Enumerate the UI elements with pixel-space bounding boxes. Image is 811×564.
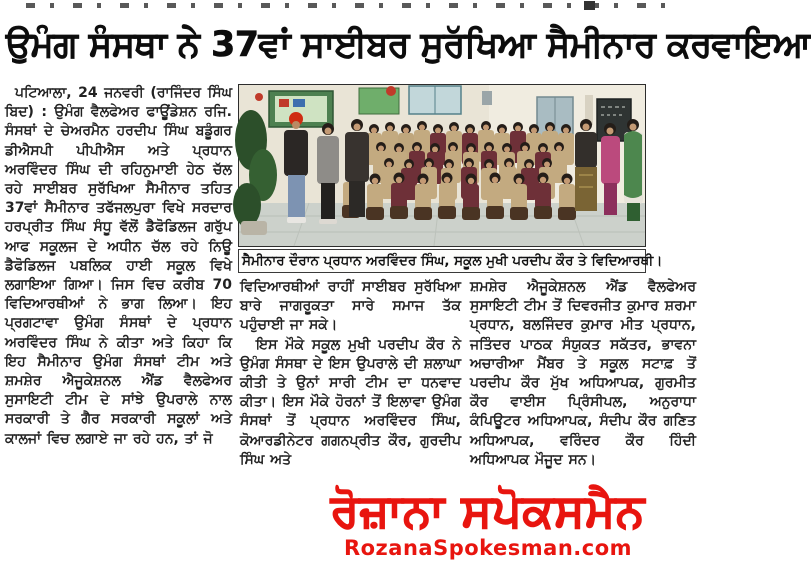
cut-text-fragment <box>584 1 595 10</box>
seminar-group-photo <box>238 84 646 247</box>
article-column-1 <box>5 84 232 474</box>
headline: ਉਮੰਗ ਸੰਸਥਾ ਨੇ 37ਵਾਂ ਸਾਈਬਰ ਸੁਰੱਖਿਆ ਸੈਮੀਨਾਰ ਕਰਵਾਇਆ <box>6 25 811 65</box>
masthead-logo: ਰੋਜ਼ਾਨਾ ਸਪੋਕਸਮੈਨ <box>330 484 646 537</box>
photo-caption: ਸੈਮੀਨਾਰ ਦੌਰਾਨ ਪ੍ਰਧਾਨ ਅਰਵਿੰਦਰ ਸਿੰਘ, ਸਕੂਲ ਮੁਖੀ ਪਰਦੀਪ ਕੌਰ ਤੇ ਵਿਦਿਆਰਥੀ। <box>238 249 646 273</box>
article-paragraph: ਪਟਿਆਲਾ, 24 ਜਨਵਰੀ (ਰਾਜਿੰਦਰ ਸਿੰਘ ਬਿਦ) : ਉਮੰਗ ਵੈਲਫੇਅਰ ਫਾਊਂਡੇਸ਼ਨ ਰਜਿ. ਸੰਸਥਾਂ ਦੇ ਚੇਅਰਮੈਨ ਹਰਦੀਪ ਸਿੰਘ ਬਡੂੰਗਰ ਡੀਐਸਪੀ ਪੀਪੀਐਸ ਅਤੇ ਪ੍ਰਧਾਨ ਅਰਵਿੰਦਰ ਸਿੰਘ ਦੀ ਰਹਿਨੁਮਾਈ ਹੇਠ ਚੱਲ ਰਹੇ ਸਾਈਬਰ ਸੁਰੱਖਿਆ ਸੈਮੀਨਾਰ ਤਹਿਤ 37ਵਾਂ ਸੈਮੀਨਾਰ ਤਫੱਜਲਪੁਰਾ ਵਿਖੇ ਸਰਦਾਰ ਹਰਪ੍ਰੀਤ ਸਿੰਘ ਸੰਧੂ ਵੱਲੋਂ ਡੈਫੋਡਿਲਜ ਗਰੁੱਪ ਆਫ ਸਕੂਲਜ ਦੇ ਅਧੀਨ ਚੱਲ ਰਹੇ ਨਿਊ ਡੈਫੋਡਿਲਜ ਪਬਲਿਕ ਹਾਈ ਸਕੂਲ ਵਿਖੇ ਲਗਾਇਆ ਗਿਆ। ਜਿਸ ਵਿਚ ਕਰੀਬ 70 ਵਿਦਿਆਰਥੀਆਂ ਨੇ ਭਾਗ ਲਿਆ। ਇਹ ਪ੍ਰਗਟਾਵਾ ਉਮੰਗ ਸੰਸਥਾਂ ਦੇ ਪ੍ਰਧਾਨ ਅਰਵਿੰਦਰ ਸਿੰਘ ਨੇ ਕੀਤਾ ਅਤੇ ਕਿਹਾ ਕਿ ਇਹ ਸੈਮੀਨਾਰ ਉਮੰਗ ਸੰਸਥਾਂ ਟੀਮ ਅਤੇ ਸ਼ਮਸ਼ੇਰ ਐਜੂਕੇਸ਼ਨਲ ਐਂਡ ਵੈਲਫੇਅਰ ਸੁਸਾਇਟੀ ਟੀਮ ਦੇ ਸਾਂਝੇ ਉਪਰਾਲੇ ਨਾਲ ਸਰਕਾਰੀ ਤੇ ਗੈਰ ਸਰਕਾਰੀ ਸਕੂਲਾਂ ਅਤੇ ਕਾਲਜਾਂ ਵਿਚ ਲਗਾਏ ਜਾ ਰਹੇ ਹਨ, ਤਾਂ ਜੋ <box>5 85 232 447</box>
cut-text-strip <box>26 3 674 8</box>
article-paragraph: ਸ਼ਮਸ਼ੇਰ ਐਜੂਕੇਸ਼ਨਲ ਐਂਡ ਵੈਲਫੇਅਰ ਸੁਸਾਇਟੀ ਟੀਮ ਤੋਂ ਦਿਵਰਜੀਤ ਕੁਮਾਰ ਸ਼ਰਮਾ ਪ੍ਰਧਾਨ, ਬਲਜਿੰਦਰ ਕੁਮਾਰ ਮੀਤ ਪ੍ਰਧਾਨ, ਜਤਿੰਦਰ ਪਾਠਕ ਸੰਯੁਕਤ ਸਕੱਤਰ, ਭਾਵਨਾ ਅਚਾਰੀਆ ਮੈਂਬਰ ਤੇ ਸਕੂਲ ਸਟਾਫ਼ ਤੋਂ ਪਰਦੀਪ ਕੌਰ ਮੁੱਖ ਅਧਿਆਪਕ, ਗੁਰਮੀਤ ਕੌਰ ਵਾਈਸ ਪ੍ਰਿੰਸੀਪਲ, ਅਨੁਰਾਧਾ ਕੰਪਿਊਟਰ ਅਧਿਆਪਕ, ਸੰਦੀਪ ਕੌਰ ਗਣਿਤ ਅਧਿਆਪਕ, ਵਰਿੰਦਰ ਕੌਰ ਹਿੰਦੀ ਅਧਿਆਪਕ ਮੌਜੂਦ ਸਨ। <box>470 279 696 468</box>
website-url: RozanaSpokesman.com <box>343 536 633 560</box>
woman-black-top <box>575 119 597 211</box>
photo-illustration <box>239 85 645 246</box>
article-paragraph: ਵਿਦਿਆਰਥੀਆਂ ਰਾਹੀਂ ਸਾਈਬਰ ਸੁਰੱਖਿਆ ਬਾਰੇ ਜਾਗਰੂਕਤਾ ਸਾਰੇ ਸਮਾਜ ਤੱਕ ਪਹੁੰਚਾਈ ਜਾ ਸਕੇ। <box>240 279 461 334</box>
article-column-2 <box>240 278 461 474</box>
article-paragraph: ਇਸ ਮੌਕੇ ਸਕੂਲ ਮੁਖੀ ਪਰਦੀਪ ਕੌਰ ਨੇ ਉਮੰਗ ਸੰਸਥਾ ਦੇ ਇਸ ਉਪਰਾਲੇ ਦੀ ਸ਼ਲਾਘਾ ਕੀਤੀ ਤੇ ਉਨਾਂ ਸਾਰੀ ਟੀਮ ਦਾ ਧਨਵਾਦ ਕੀਤਾ। ਇਸ ਮੌਕੇ ਹੋਰਨਾਂ ਤੋਂ ਇਲਾਵਾ ਉਮੰਗ ਸੰਸਥਾਂ ਤੋਂ ਪ੍ਰਧਾਨ ਅਰਵਿੰਦਰ ਸਿੰਘ, ਕੋਆਰਡੀਨੇਟਰ ਗਗਨਪ੍ਰੀਤ ਕੌਰ, ਗੁਰਦੀਪ ਸਿੰਘ ਅਤੇ <box>240 336 461 468</box>
branding-block <box>282 486 694 559</box>
article-column-3 <box>470 278 696 474</box>
